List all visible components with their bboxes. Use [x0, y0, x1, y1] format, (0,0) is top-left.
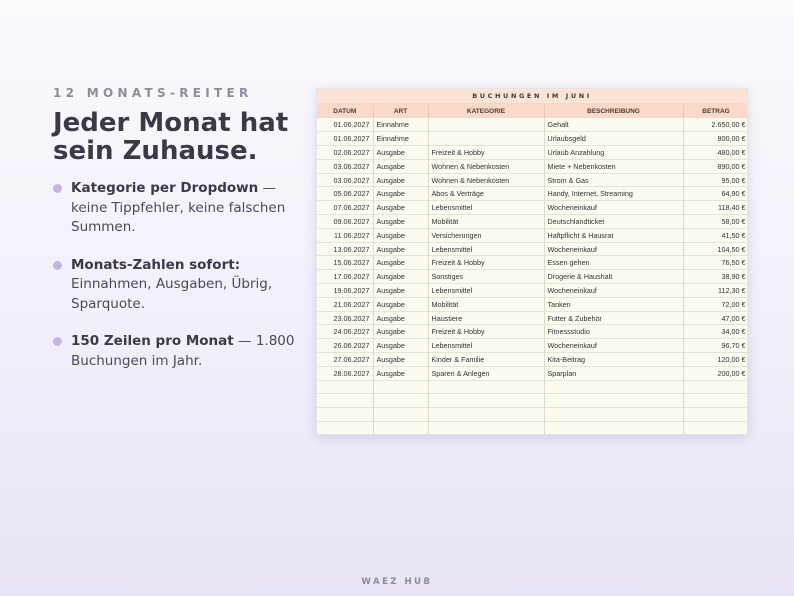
- cell-category-dropdown[interactable]: Lebensmittel: [428, 242, 544, 256]
- cell-description[interactable]: [544, 422, 683, 435]
- cell-description[interactable]: [544, 380, 683, 394]
- cell-type[interactable]: [373, 408, 428, 422]
- column-header-kategorie: KATEGORIE: [428, 104, 544, 118]
- cell-amount[interactable]: 47,00 €: [683, 311, 748, 325]
- table-row: [317, 353, 748, 367]
- cell-category-dropdown[interactable]: Freizeit & Hobby: [428, 146, 544, 160]
- feature-panel: [53, 86, 303, 389]
- table-row: [317, 118, 748, 132]
- cell-amount[interactable]: 112,30 €: [683, 284, 748, 298]
- cell-description[interactable]: Strom & Gas: [544, 173, 683, 187]
- cell-category-dropdown[interactable]: [428, 380, 544, 394]
- eyebrow-label: 12 MONATS-REITER: [53, 86, 253, 100]
- cell-type[interactable]: Ausgabe: [373, 187, 428, 201]
- cell-date[interactable]: 28.06.2027: [317, 366, 373, 380]
- cell-description[interactable]: Drogerie & Haushalt: [544, 270, 683, 284]
- table-row: [317, 132, 748, 146]
- cell-description[interactable]: [544, 394, 683, 408]
- cell-category-dropdown[interactable]: Kinder & Familie: [428, 353, 544, 367]
- cell-amount[interactable]: [683, 408, 748, 422]
- sheet-title: BUCHUNGEN IM JUNI: [317, 89, 747, 104]
- cell-category-dropdown[interactable]: Haustiere: [428, 311, 544, 325]
- cell-description[interactable]: Wocheneinkauf: [544, 242, 683, 256]
- cell-amount[interactable]: 64,90 €: [683, 187, 748, 201]
- bullet-dot-icon: [53, 337, 62, 346]
- cell-amount[interactable]: 800,00 €: [683, 132, 748, 146]
- feature-item: [53, 256, 303, 315]
- cell-amount[interactable]: 76,50 €: [683, 256, 748, 270]
- table-row: [317, 394, 748, 408]
- cell-type[interactable]: Ausgabe: [373, 366, 428, 380]
- feature-title: Kategorie per Dropdown: [71, 180, 259, 196]
- cell-amount[interactable]: 95,00 €: [683, 173, 748, 187]
- table-row: [317, 159, 748, 173]
- cell-type[interactable]: Ausgabe: [373, 339, 428, 353]
- cell-date[interactable]: 26.06.2027: [317, 339, 373, 353]
- cell-amount[interactable]: 118,40 €: [683, 201, 748, 215]
- cell-description[interactable]: Wocheneinkauf: [544, 201, 683, 215]
- table-row: [317, 256, 748, 270]
- cell-type[interactable]: Ausgabe: [373, 353, 428, 367]
- cell-description[interactable]: Deutschlandticket: [544, 215, 683, 229]
- cell-category-dropdown[interactable]: Wohnen & Nebenkosten: [428, 159, 544, 173]
- cell-type[interactable]: Ausgabe: [373, 297, 428, 311]
- cell-description[interactable]: Handy, Internet, Streaming: [544, 187, 683, 201]
- cell-category-dropdown[interactable]: Abos & Verträge: [428, 187, 544, 201]
- spreadsheet-preview: [316, 88, 748, 435]
- headline-line-1: Jeder Monat hat: [53, 108, 289, 138]
- table-row: [317, 201, 748, 215]
- cell-date[interactable]: [317, 394, 373, 408]
- cell-category-dropdown[interactable]: Sparen & Anlegen: [428, 366, 544, 380]
- cell-type[interactable]: Ausgabe: [373, 311, 428, 325]
- table-row: [317, 408, 748, 422]
- cell-amount[interactable]: 200,00 €: [683, 366, 748, 380]
- cell-type[interactable]: Einnahme: [373, 132, 428, 146]
- table-row: [317, 380, 748, 394]
- cell-type[interactable]: Ausgabe: [373, 173, 428, 187]
- table-row: [317, 146, 748, 160]
- cell-type[interactable]: Ausgabe: [373, 228, 428, 242]
- bullet-dot-icon: [53, 184, 62, 193]
- cell-category-dropdown[interactable]: Mobilität: [428, 215, 544, 229]
- cell-date[interactable]: 01.06.2027: [317, 132, 373, 146]
- cell-type[interactable]: [373, 422, 428, 435]
- cell-type[interactable]: Ausgabe: [373, 159, 428, 173]
- table-row: [317, 366, 748, 380]
- cell-type[interactable]: Ausgabe: [373, 146, 428, 160]
- cell-category-dropdown[interactable]: Versicherungen: [428, 228, 544, 242]
- cell-date[interactable]: [317, 422, 373, 435]
- column-header-betrag: BETRAG: [683, 104, 748, 118]
- table-row: [317, 311, 748, 325]
- feature-text: Einnahmen, Ausgaben, Übrig, Sparquote.: [71, 276, 273, 312]
- cell-type[interactable]: Ausgabe: [373, 284, 428, 298]
- table-row: [317, 325, 748, 339]
- cell-amount[interactable]: [683, 380, 748, 394]
- brand-footer: WAEZ HUB: [361, 577, 433, 587]
- cell-category-dropdown[interactable]: Lebensmittel: [428, 284, 544, 298]
- cell-description[interactable]: Miete + Nebenkosten: [544, 159, 683, 173]
- cell-category-dropdown[interactable]: Sonstiges: [428, 270, 544, 284]
- cell-category-dropdown[interactable]: Mobilität: [428, 297, 544, 311]
- table-row: [317, 270, 748, 284]
- cell-description[interactable]: [544, 408, 683, 422]
- cell-description[interactable]: Fitnessstudio: [544, 325, 683, 339]
- cell-category-dropdown[interactable]: [428, 408, 544, 422]
- cell-description[interactable]: Futter & Zubehör: [544, 311, 683, 325]
- cell-type[interactable]: Ausgabe: [373, 242, 428, 256]
- cell-date[interactable]: 17.06.2027: [317, 270, 373, 284]
- cell-description[interactable]: Sparplan: [544, 366, 683, 380]
- feature-list: [53, 179, 303, 371]
- cell-date[interactable]: 09.06.2027: [317, 215, 373, 229]
- feature-title: 150 Zeilen pro Monat: [71, 333, 234, 349]
- headline: [53, 109, 303, 165]
- table-row: [317, 284, 748, 298]
- cell-category-dropdown[interactable]: Wohnen & Nebenkosten: [428, 173, 544, 187]
- cell-type[interactable]: [373, 380, 428, 394]
- cell-amount[interactable]: 2.650,00 €: [683, 118, 748, 132]
- column-header-beschreibung: BESCHREIBUNG: [544, 104, 683, 118]
- table-row: [317, 228, 748, 242]
- cell-description[interactable]: Tanken: [544, 297, 683, 311]
- cell-description[interactable]: Urlaub Anzahlung: [544, 146, 683, 160]
- cell-date[interactable]: 05.06.2027: [317, 187, 373, 201]
- cell-category-dropdown[interactable]: [428, 422, 544, 435]
- cell-date[interactable]: 21.06.2027: [317, 297, 373, 311]
- cell-date[interactable]: 01.06.2027: [317, 118, 373, 132]
- cell-date[interactable]: [317, 408, 373, 422]
- column-header-art: ART: [373, 104, 428, 118]
- cell-category-dropdown[interactable]: [428, 394, 544, 408]
- feature-text: — 1.800 Buchungen im Jahr.: [71, 333, 295, 369]
- cell-amount[interactable]: 38,90 €: [683, 270, 748, 284]
- cell-description[interactable]: Wocheneinkauf: [544, 339, 683, 353]
- cell-description[interactable]: Kita-Beitrag: [544, 353, 683, 367]
- cell-amount[interactable]: 480,00 €: [683, 146, 748, 160]
- cell-date[interactable]: 11.06.2027: [317, 228, 373, 242]
- cell-category-dropdown[interactable]: [428, 132, 544, 146]
- cell-date[interactable]: 03.06.2027: [317, 173, 373, 187]
- cell-category-dropdown[interactable]: [428, 118, 544, 132]
- cell-amount[interactable]: 104,50 €: [683, 242, 748, 256]
- cell-amount[interactable]: 34,00 €: [683, 325, 748, 339]
- headline-line-2: sein Zuhause.: [53, 136, 258, 166]
- cell-date[interactable]: 23.06.2027: [317, 311, 373, 325]
- table-row: [317, 242, 748, 256]
- cell-date[interactable]: 02.06.2027: [317, 146, 373, 160]
- table-row: [317, 422, 748, 435]
- cell-category-dropdown[interactable]: Lebensmittel: [428, 339, 544, 353]
- cell-date[interactable]: 15.06.2027: [317, 256, 373, 270]
- cell-category-dropdown[interactable]: Freizeit & Hobby: [428, 325, 544, 339]
- cell-description[interactable]: Essen gehen: [544, 256, 683, 270]
- table-row: [317, 187, 748, 201]
- feature-item: [53, 179, 303, 238]
- feature-item: [53, 332, 303, 371]
- cell-date[interactable]: 27.06.2027: [317, 353, 373, 367]
- cell-description[interactable]: Haftpflicht & Hausrat: [544, 228, 683, 242]
- cell-amount[interactable]: 890,00 €: [683, 159, 748, 173]
- cell-type[interactable]: Ausgabe: [373, 256, 428, 270]
- table-header-row: [317, 104, 748, 118]
- cell-description[interactable]: Gehalt: [544, 118, 683, 132]
- cell-type[interactable]: Ausgabe: [373, 270, 428, 284]
- column-header-datum: DATUM: [317, 104, 373, 118]
- cell-amount[interactable]: [683, 394, 748, 408]
- feature-title: Monats-Zahlen sofort:: [71, 256, 241, 273]
- cell-amount[interactable]: 72,00 €: [683, 297, 748, 311]
- cell-date[interactable]: 13.06.2027: [317, 242, 373, 256]
- cell-amount[interactable]: 41,50 €: [683, 228, 748, 242]
- cell-date[interactable]: 24.06.2027: [317, 325, 373, 339]
- cell-date[interactable]: 07.06.2027: [317, 201, 373, 215]
- cell-date[interactable]: 03.06.2027: [317, 159, 373, 173]
- table-row: [317, 297, 748, 311]
- cell-amount[interactable]: 120,00 €: [683, 353, 748, 367]
- cell-description[interactable]: Wocheneinkauf: [544, 284, 683, 298]
- cell-date[interactable]: [317, 380, 373, 394]
- table-row: [317, 173, 748, 187]
- cell-amount[interactable]: 58,00 €: [683, 215, 748, 229]
- cell-type[interactable]: Ausgabe: [373, 325, 428, 339]
- bullet-dot-icon: [53, 261, 62, 270]
- cell-type[interactable]: [373, 394, 428, 408]
- table-row: [317, 215, 748, 229]
- cell-type[interactable]: Ausgabe: [373, 215, 428, 229]
- cell-date[interactable]: 19.06.2027: [317, 284, 373, 298]
- cell-amount[interactable]: [683, 422, 748, 435]
- table-row: [317, 339, 748, 353]
- cell-category-dropdown[interactable]: Lebensmittel: [428, 201, 544, 215]
- cell-category-dropdown[interactable]: Freizeit & Hobby: [428, 256, 544, 270]
- feature-text: — keine Tippfehler, keine falschen Summen.: [71, 180, 286, 235]
- cell-type[interactable]: Ausgabe: [373, 201, 428, 215]
- cell-amount[interactable]: 96,70 €: [683, 339, 748, 353]
- bookings-table: [317, 104, 748, 435]
- cell-type[interactable]: Einnahme: [373, 118, 428, 132]
- cell-description[interactable]: Urlaubsgeld: [544, 132, 683, 146]
